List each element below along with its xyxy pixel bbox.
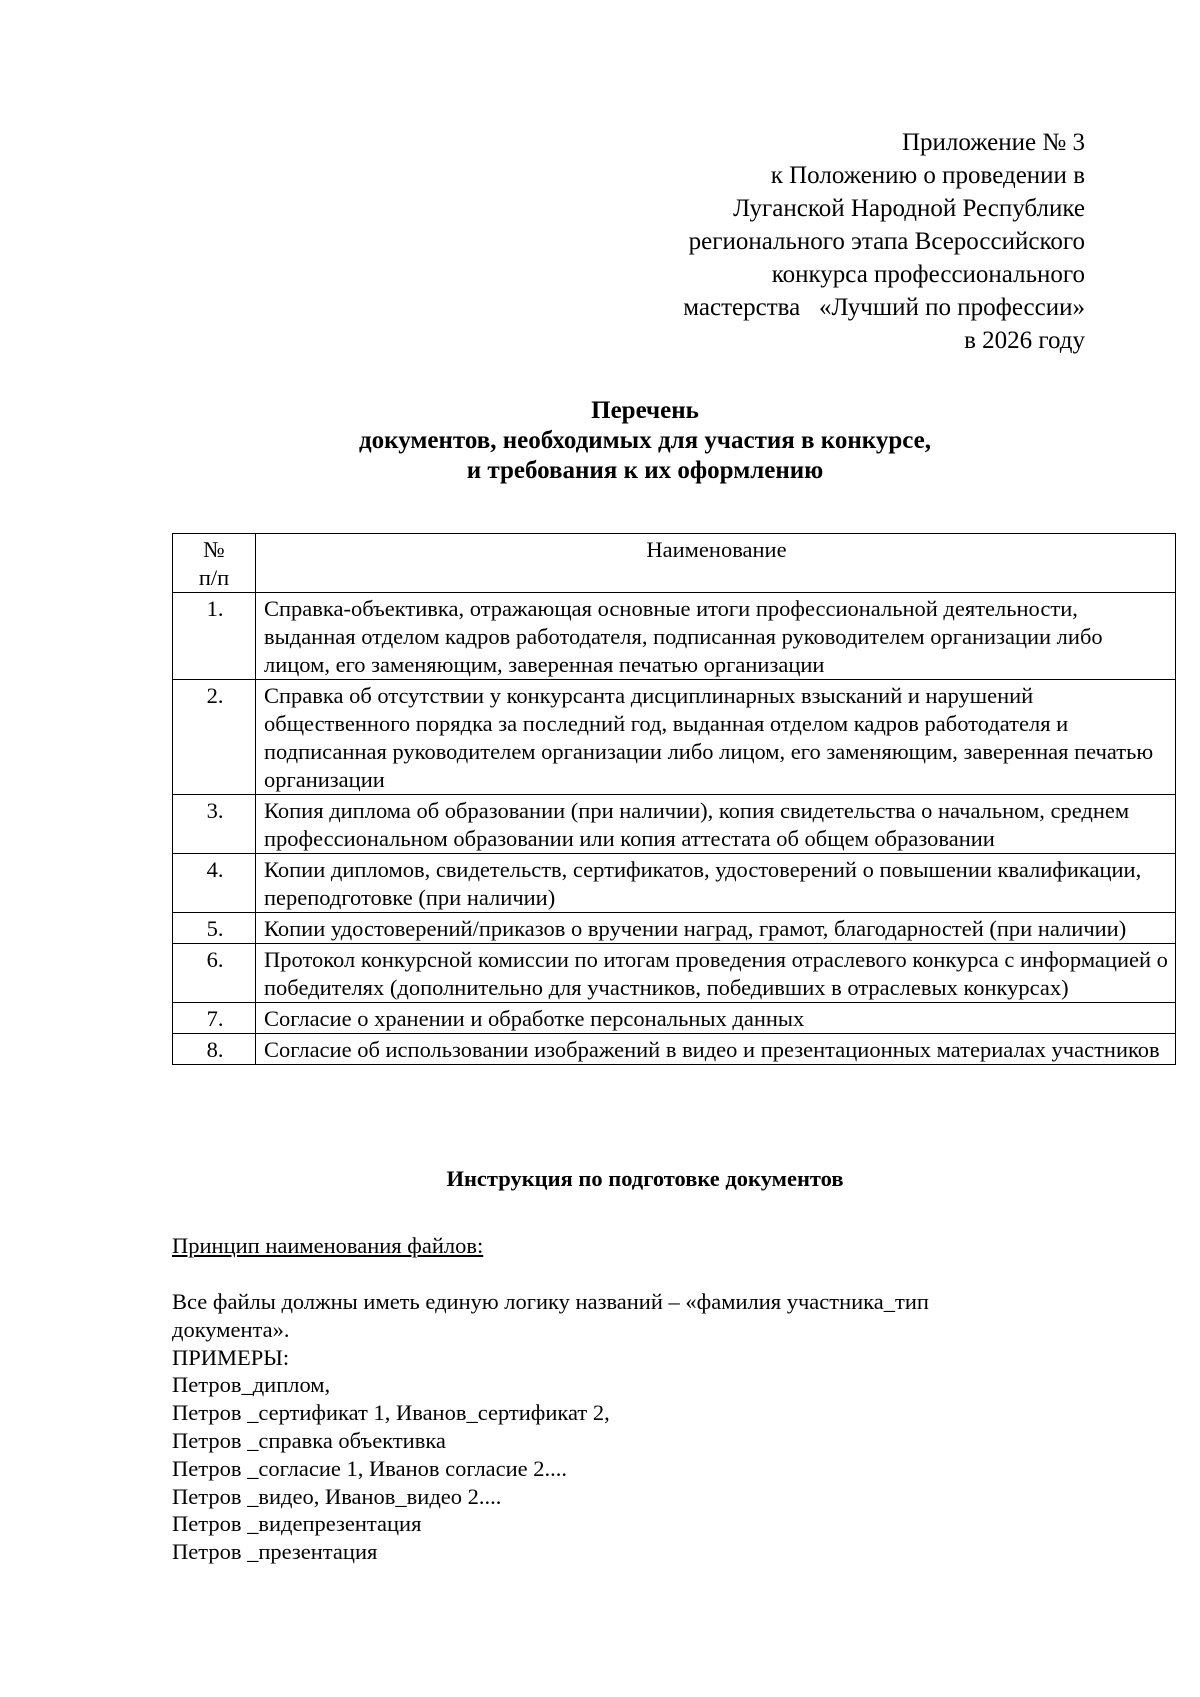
table-row [173,854,1176,913]
header-number-line1: № [203,537,225,562]
appendix-line: к Положению о проведении в [770,162,1085,189]
title-line: документов, необходимых для участия в конкурсе, [359,427,931,454]
title-line: Перечень [591,397,699,424]
row-number: 3. [173,795,256,854]
appendix-line: конкурса профессионального [771,261,1085,288]
appendix-line: регионального этапа Всероссийского [688,228,1085,255]
row-text: Справка-объективка, отражающая основные итоги профессиональной деятельности, выданная отделом кадров работодателя, подписанная руководителем организации либо лицом, его заменяющим, заверенная печатью организации [256,593,1176,680]
appendix-header [683,126,1085,357]
instruction-line: документа». [172,1316,290,1342]
row-number: 4. [173,854,256,913]
header-name: Наименование [256,534,1176,593]
table-row [173,1003,1176,1034]
appendix-line: мастерства «Лучший по профессии» [683,294,1085,321]
instruction-line: Петров _презентация [172,1539,378,1565]
row-number: 8. [173,1034,256,1065]
row-number: 2. [173,680,256,795]
document-title [0,396,1200,486]
instruction-line: Петров _согласие 1, Иванов согласие 2.... [172,1455,568,1481]
table-row [173,593,1176,680]
header-number-line2: п/п [198,565,230,590]
naming-principle-heading: Принцип наименования файлов: [172,1233,484,1258]
appendix-line: в 2026 году [964,327,1085,354]
table-header-row [173,534,1176,593]
title-line: и требования к их оформлению [466,457,824,484]
instruction-line: Петров_диплом, [172,1372,331,1398]
instruction-line: ПРИМЕРЫ: [172,1344,290,1370]
table-row [173,1034,1176,1065]
row-text: Справка об отсутствии у конкурсанта дисциплинарных взысканий и нарушений общественного порядка за последний год, выданная отделом кадров работодателя и подписанная руководителем организации либо лицом, его заменяющим, заверенная печатью организации [256,680,1176,795]
appendix-line: Приложение № 3 [901,129,1085,156]
header-number [173,534,256,593]
table-row [173,913,1176,944]
table-row [173,795,1176,854]
instruction-line: Петров _справка объективка [172,1427,446,1453]
instruction-line: Петров _видео, Иванов_видео 2.... [172,1483,502,1509]
row-text: Согласие о хранении и обработке персональных данных [256,1003,1176,1034]
instruction-line: Петров _сертификат 1, Иванов_сертификат 2, [172,1400,610,1426]
instructions-body [172,1288,929,1566]
instructions-title: Инструкция по подготовке документов [446,1166,844,1191]
row-text: Копии удостоверений/приказов о вручении наград, грамот, благодарностей (при наличии) [256,913,1176,944]
instruction-line: Все файлы должны иметь единую логику названий – «фамилия участника_тип [172,1289,929,1314]
row-number: 5. [173,913,256,944]
documents-table [172,533,1176,1065]
table-row [173,680,1176,795]
row-number: 7. [173,1003,256,1034]
row-number: 1. [173,593,256,680]
appendix-line: Луганской Народной Республике [733,195,1085,222]
instruction-line: Петров _видепрезентация [172,1511,422,1537]
row-text: Протокол конкурсной комиссии по итогам проведения отраслевого конкурса с информацией о победителях (дополнительно для участников, победивших в отраслевых конкурсах) [256,944,1176,1003]
row-text: Копия диплома об образовании (при наличии), копия свидетельства о начальном, среднем профессиональном образовании или копия аттестата об общем образовании [256,795,1176,854]
row-text: Копии дипломов, свидетельств, сертификатов, удостоверений о повышении квалификации, переподготовке (при наличии) [256,854,1176,913]
row-number: 6. [173,944,256,1003]
table-row [173,944,1176,1003]
row-text: Согласие об использовании изображений в видео и презентационных материалах участников [256,1034,1176,1065]
